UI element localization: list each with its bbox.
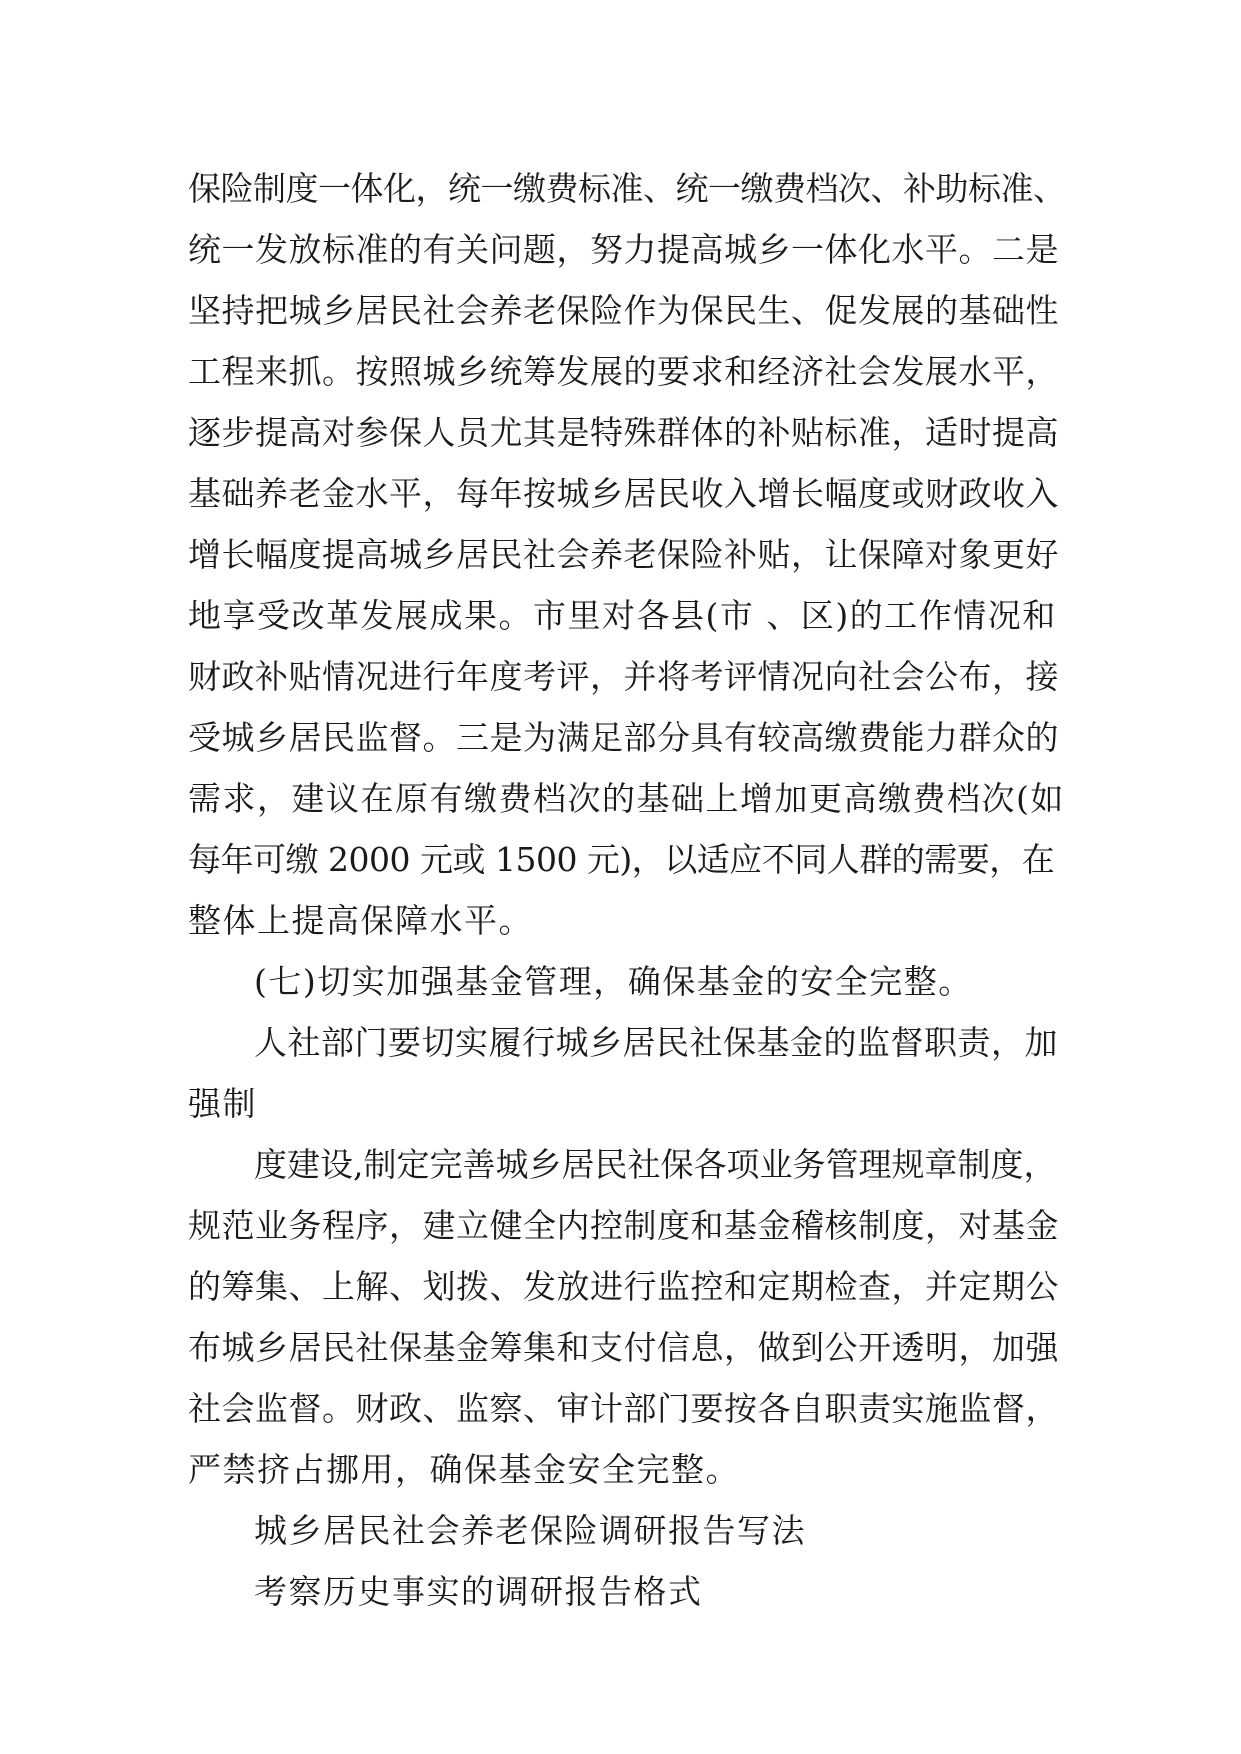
- text-line: 严禁挤占挪用，确保基金安全完整。: [188, 1450, 740, 1489]
- text-line: 人社部门要切实履行城乡居民社保基金的监督职责，加: [254, 1023, 1058, 1062]
- text-line: 布城乡居民社保基金筹集和支付信息，做到公开透明，加强: [188, 1328, 1059, 1367]
- text-line: 保险制度一体化，统一缴费标准、统一缴费档次、补助标准、: [188, 169, 1066, 208]
- text-line: 财政补贴情况进行年度考评，并将考评情况向社会公布，接: [188, 657, 1059, 696]
- text-line: 社会监督。财政、监察、审计部门要按各自职责实施监督，: [188, 1389, 1059, 1428]
- text-line: 考察历史事实的调研报告格式: [254, 1572, 703, 1611]
- text-line: 整体上提高保障水平。: [188, 901, 533, 940]
- text-line: 坚持把城乡居民社会养老保险作为保民生、促发展的基础性: [188, 291, 1059, 330]
- text-line: 工程来抓。按照城乡统筹发展的要求和经济社会发展水平，: [188, 352, 1059, 391]
- text-line: 每年可缴 2000 元或 1500 元)，以适应不同人群的需要，在: [188, 840, 1055, 879]
- text-line: 增长幅度提高城乡居民社会养老保险补贴，让保障对象更好: [188, 535, 1059, 574]
- text-line: 基础养老金水平，每年按城乡居民收入增长幅度或财政收入: [188, 474, 1059, 513]
- text-line: 统一发放标准的有关问题，努力提高城乡一体化水平。二是: [188, 230, 1059, 269]
- text-line: 受城乡居民监督。三是为满足部分具有较高缴费能力群众的: [188, 718, 1059, 757]
- text-line: 的筹集、上解、划拨、发放进行监控和定期检查，并定期公: [188, 1267, 1059, 1306]
- text-line: 地享受改革发展成果。市里对各县(市 、区)的工作情况和: [188, 596, 1057, 635]
- text-line: 规范业务程序，建立健全内控制度和基金稽核制度，对基金: [188, 1206, 1059, 1245]
- document-body: [188, 158, 1068, 1622]
- text-line: 需求，建议在原有缴费档次的基础上增加更高缴费档次(如: [188, 779, 1065, 818]
- text-line: (七)切实加强基金管理，确保基金的安全完整。: [254, 962, 973, 1001]
- text-line: 强制: [188, 1084, 257, 1123]
- text-line: 度建设,制定完善城乡居民社保各项业务管理规章制度，: [254, 1145, 1057, 1184]
- text-line: 城乡居民社会养老保险调研报告写法: [254, 1511, 806, 1550]
- text-line: 逐步提高对参保人员尤其是特殊群体的补贴标准，适时提高: [188, 413, 1059, 452]
